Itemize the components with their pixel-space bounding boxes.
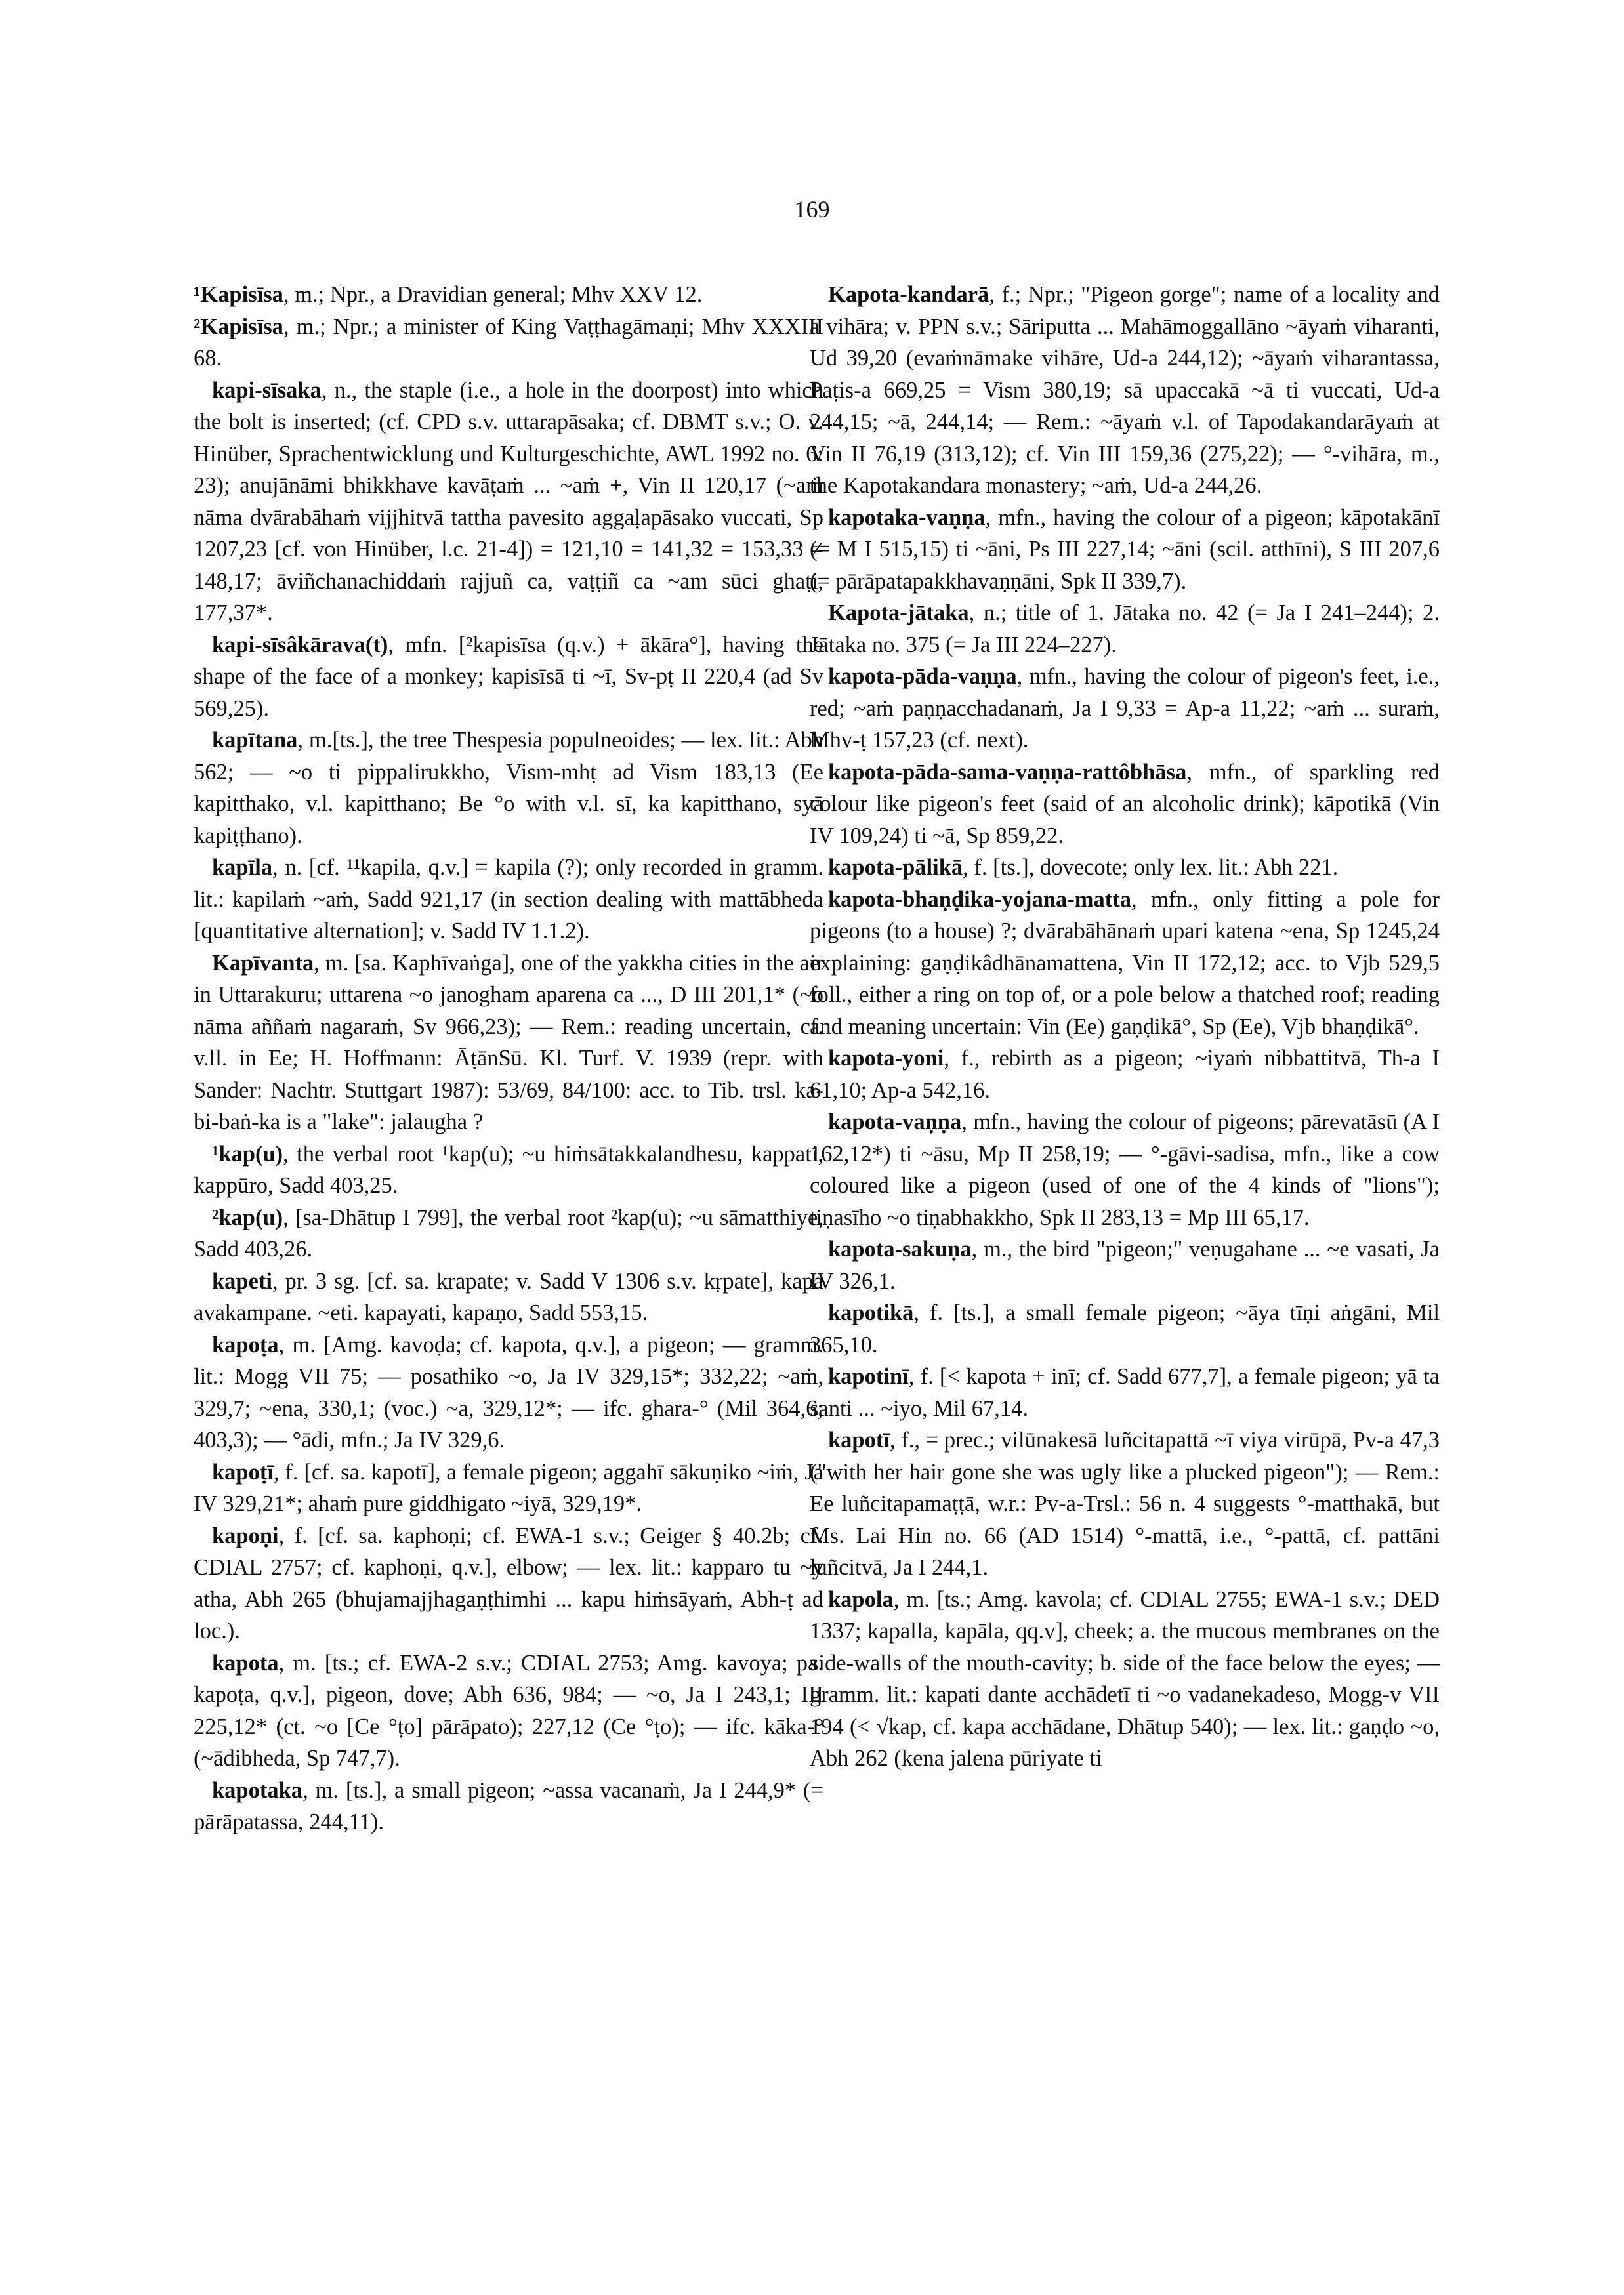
dictionary-entry xyxy=(810,502,1440,598)
dictionary-entry xyxy=(194,852,823,947)
entry-headword: kapota-pālikā xyxy=(828,855,963,880)
left-column xyxy=(194,279,823,1838)
entry-body: , m.; Npr.; a minister of King Vaṭṭhagāmaṇi; Mhv XXXIII 68. xyxy=(194,314,823,371)
entry-headword: kapota-bhaṇḍika-yojana-matta xyxy=(828,886,1131,912)
dictionary-entry xyxy=(194,1202,823,1266)
entry-headword: kapi-sīsâkārava(t) xyxy=(212,632,388,657)
dictionary-entry xyxy=(194,279,823,311)
dictionary-entry xyxy=(810,279,1440,502)
dictionary-entry xyxy=(810,1297,1440,1361)
dictionary-entry xyxy=(810,1106,1440,1233)
entry-headword: kapoṭa xyxy=(212,1332,279,1357)
entry-headword: Kapota-jātaka xyxy=(828,600,969,625)
dictionary-entry xyxy=(810,597,1440,661)
entry-body: , f. [< kapota + inī; cf. Sadd 677,7], a female pigeon; yā ta santi ... ~iyo, Mil 67,14. xyxy=(810,1364,1440,1421)
entry-body: , mfn., having the colour of pigeons; pārevatāsū (A I 162,12*) ti ~āsu, Mp II 258,19; — °-gāvi-sadisa, mfn., like a cow coloured like a pigeon (used of one of the 4 kinds of "lions"); tiṇasīho ~o tiṇabhakkho, Spk II 283,13 = Mp III 65,17. xyxy=(810,1109,1440,1230)
dictionary-entry xyxy=(194,311,823,375)
entry-body: , m.[ts.], the tree Thespesia populneoides; — lex. lit.: Abh 562; — ~o ti pippalirukkho, Vism-mhṭ ad Vism 183,13 (Ee kapitthako, v.l. kapitthano; Be °o with v.l. sī, ka kapitthano, syā kapiṭṭhano). xyxy=(194,728,823,848)
entry-body: , f. [ts.], dovecote; only lex. lit.: Abh 221. xyxy=(963,855,1339,880)
dictionary-entry xyxy=(810,884,1440,1043)
entry-headword: kapota-yoni xyxy=(828,1046,944,1071)
entry-body: , f.; Npr.; "Pigeon gorge"; name of a locality and a vihāra; v. PPN s.v.; Sāriputta ... Mahāmoggallāno ~āyaṁ viharanti, Ud 39,20 (evaṁnāmake vihāre, Ud-a 244,12); ~āyaṁ viharantassa, Paṭis-a 669,25 = Vism 380,19; sā upaccakā ~ā ti vuccati, Ud-a 244,15; ~ā, 244,14; — Rem.: ~āyaṁ v.l. of Tapodakandarāyaṁ at Vin II 76,19 (313,12); cf. Vin III 159,36 (275,22); — °-vihāra, m., the Kapotakandara monastery; ~aṁ, Ud-a 244,26. xyxy=(810,282,1440,498)
entry-headword: kapoṇi xyxy=(212,1523,279,1548)
entry-body: , n.; title of 1. Jātaka no. 42 (= Ja I 241–244); 2. Jātaka no. 375 (= Ja III 224–227). xyxy=(810,600,1440,657)
entry-body: , m. [ts.], a small pigeon; ~assa vacanaṁ, Ja I 244,9* (= pārāpatassa, 244,11). xyxy=(194,1777,823,1834)
entry-body: , m. [ts.; Amg. kavola; cf. CDIAL 2755; EWA-1 s.v.; DED 1337; kapalla, kapāla, qq.v], cheek; a. the mucous membranes on the side-walls of the mouth-cavity; b. side of the face below the eyes; — gramm. lit.: kapati dante acchādetī ti ~o vadanekadeso, Mogg-v VII 194 (< √kap, cf. kapa acchādane, Dhātup 540); — lex. lit.: gaṇḍo ~o, Abh 262 (kena jalena pūriyate ti xyxy=(810,1586,1440,1771)
entry-body: , mfn., of sparkling red colour like pigeon's feet (said of an alcoholic drink); kāpotikā (Vin IV 109,24) ti ~ā, Sp 859,22. xyxy=(810,759,1440,848)
entry-headword: kapoṭī xyxy=(212,1459,274,1485)
entry-body: , mfn., having the colour of pigeon's feet, i.e., red; ~aṁ paṇṇacchadanaṁ, Ja I 9,33 = Ap-a 11,22; ~aṁ ... suraṁ, Mhv-ṭ 157,23 (cf. next). xyxy=(810,664,1440,753)
entry-body: , mfn., only fitting a pole for pigeons (to a house) ?; dvārabāhānaṁ upari katena ~ena, Sp 1245,24 explaining: gaṇḍikâdhānamattena, Vin II 172,12; acc. to Vjb 529,5 foll., either a ring on top of, or a pole below a thatched roof; reading and meaning uncertain: Vin (Ee) gaṇḍikā°, Sp (Ee), Vjb bhaṇḍikā°. xyxy=(810,886,1440,1039)
entry-headword: ²kap(u) xyxy=(212,1205,283,1230)
entry-body: , the verbal root ¹kap(u); ~u hiṁsātakkalandhesu, kappati, kappūro, Sadd 403,25. xyxy=(194,1141,823,1198)
dictionary-entry xyxy=(194,1520,823,1647)
dictionary-entry xyxy=(810,1424,1440,1584)
entry-body: , f. [cf. sa. kapotī], a female pigeon; aggahī sākuṇiko ~iṁ, Ja IV 329,21*; ahaṁ pure giddhigato ~iyā, 329,19*. xyxy=(194,1459,823,1516)
entry-body: , f. [ts.], a small female pigeon; ~āya tīṇi aṅgāni, Mil 365,10. xyxy=(810,1300,1440,1357)
entry-body: , pr. 3 sg. [cf. sa. krapate; v. Sadd V 1306 s.v. kṛpate], kapa avakampane. ~eti. kapayati, kapaṇo, Sadd 553,15. xyxy=(194,1268,823,1325)
entry-body: , [sa-Dhātup I 799], the verbal root ²kap(u); ~u sāmatthiye, Sadd 403,26. xyxy=(194,1205,823,1262)
dictionary-entry xyxy=(194,1647,823,1775)
entry-headword: kapīla xyxy=(212,855,273,880)
dictionary-entry xyxy=(810,661,1440,756)
entry-headword: kapītana xyxy=(212,728,298,753)
entry-headword: kapota-vaṇṇa xyxy=(828,1109,962,1134)
entry-body: , f. [cf. sa. kaphoṇi; cf. EWA-1 s.v.; Geiger § 40.2b; cf. CDIAL 2757; cf. kaphoṇi, q.v.], elbow; — lex. lit.: kapparo tu ~y atha, Abh 265 (bhujamajjhagaṇṭhimhi ... kapu hiṁsāyaṁ, Abh-ṭ ad loc.). xyxy=(194,1523,823,1644)
entry-body: , mfn., having the colour of a pigeon; kāpotakānī (= M I 515,15) ti ~āni, Ps III 227,14; ~āni (scil. atthīni), S III 207,6 (= pārāpatapakkhavaṇṇāni, Spk II 339,7). xyxy=(810,505,1440,594)
entry-headword: ¹kap(u) xyxy=(212,1141,283,1167)
entry-headword: kapota xyxy=(212,1650,279,1676)
entry-headword: kapota-pāda-sama-vaṇṇa-rattôbhāsa xyxy=(828,759,1187,785)
entry-body: , m.; Npr., a Dravidian general; Mhv XXV 12. xyxy=(283,282,703,307)
dictionary-entry xyxy=(194,1266,823,1329)
entry-headword: kapeti xyxy=(212,1268,273,1294)
dictionary-entry xyxy=(810,852,1440,884)
entry-body: , mfn. [²kapisīsa (q.v.) + ākāra°], having the shape of the face of a monkey; kapisīsā ti ~ī, Sv-pṭ II 220,4 (ad Sv 569,25). xyxy=(194,632,823,721)
dictionary-entry xyxy=(194,947,823,1138)
entry-body: , m. [sa. Kaphīvaṅga], one of the yakkha cities in the air in Uttarakuru; uttarena ~o janogham aparena ca ..., D III 201,1* (~o nāma aññaṁ nagaraṁ, Sv 966,23); — Rem.: reading uncertain, cf. v.ll. in Ee; H. Hoffmann: ĀṭānSū. Kl. Turf. V. 1939 (repr. with Sander: Nachtr. Stuttgart 1987): 53/69, 84/100: acc. to Tib. trsl. ka-bi-baṅ-ka is a "lake": jalaugha ? xyxy=(194,950,823,1134)
entry-headword: Kapīvanta xyxy=(212,950,314,976)
entry-headword: kapota-sakuṇa xyxy=(828,1237,972,1262)
entry-headword: kapotikā xyxy=(828,1300,914,1325)
entry-body: , n. [cf. ¹¹kapila, q.v.] = kapila (?); only recorded in gramm. lit.: kapilaṁ ~aṁ, Sadd 921,17 (in section dealing with mattābheda [quantitative alternation]; v. Sadd IV 1.1.2). xyxy=(194,855,823,943)
dictionary-entry xyxy=(194,724,823,852)
dictionary-entry xyxy=(810,1233,1440,1297)
dictionary-entry xyxy=(194,1775,823,1838)
dictionary-entry xyxy=(194,375,823,629)
dictionary-entry xyxy=(810,1361,1440,1424)
dictionary-entry xyxy=(810,1043,1440,1106)
dictionary-entry xyxy=(194,1138,823,1202)
entry-headword: kapola xyxy=(828,1586,894,1612)
entry-headword: kapotaka-vaṇṇa xyxy=(828,505,986,530)
entry-headword: kapotinī xyxy=(828,1364,909,1389)
entry-body: , f., = prec.; vilūnakesā luñcitapattā ~ī viya virūpā, Pv-a 47,3 ("with her hair gone she was ugly like a plucked pigeon"); — Rem.: Ee luñcitapamaṭṭā, w.r.: Pv-a-Trsl.: 56 n. 4 suggests °-matthakā, but Ms. Lai Hin no. 66 (AD 1514) °-mattā, i.e., °-pattā, cf. pattāni luñcitvā, Ja I 244,1. xyxy=(810,1428,1440,1580)
entry-headword: kapota-pāda-vaṇṇa xyxy=(828,664,1017,689)
entry-headword: ²Kapisīsa xyxy=(194,314,283,339)
dictionary-entry xyxy=(194,1329,823,1457)
entry-headword: Kapota-kandarā xyxy=(828,282,989,307)
entry-body: , f., rebirth as a pigeon; ~iyaṁ nibbattitvā, Th-a I 61,10; Ap-a 542,16. xyxy=(810,1046,1440,1103)
dictionary-entry xyxy=(810,1584,1440,1775)
entry-body: , n., the staple (i.e., a hole in the doorpost) into which the bolt is inserted; (cf. CPD s.v. uttarapāsaka; cf. DBMT s.v.; O. v. Hinüber, Sprachentwicklung und Kulturgeschichte, AWL 1992 no. 6: 23); anujānāmi bhikkhave kavāṭaṁ ... ~aṁ +, Vin II 120,17 (~aṁ nāma dvārabāhaṁ vijjhitvā tattha pavesito aggaḷapāsako vuccati, Sp 1207,23 [cf. von Hinüber, l.c. 21-4]) = 121,10 = 141,32 = 153,33 ≠ 148,17; āviñchanachiddaṁ rajjuñ ca, vaṭṭiñ ca ~am sūci ghaṭi, 177,37*. xyxy=(194,377,823,625)
entry-headword: ¹Kapisīsa xyxy=(194,282,283,307)
right-column xyxy=(810,279,1440,1775)
dictionary-entry xyxy=(810,756,1440,852)
entry-headword: kapi-sīsaka xyxy=(212,377,322,403)
dictionary-entry xyxy=(194,1457,823,1520)
dictionary-entry xyxy=(194,629,823,725)
entry-body: , m. [ts.; cf. EWA-2 s.v.; CDIAL 2753; Amg. kavoya; pa. kapoṭa, q.v.], pigeon, dove; Abh 636, 984; — ~o, Ja I 243,1; III 225,12* (ct. ~o [Ce °ṭo] pārāpato); 227,12 (Ce °ṭo); — ifc. kāka-° (~ādibheda, Sp 747,7). xyxy=(194,1650,823,1771)
entry-body: , m. [Amg. kavoḍa; cf. kapota, q.v.], a pigeon; — gramm. lit.: Mogg VII 75; — posathiko ~o, Ja IV 329,15*; 332,22; ~aṁ, 329,7; ~ena, 330,1; (voc.) ~a, 329,12*; — ifc. ghara-° (Mil 364,6; 403,3); — °ādi, mfn.; Ja IV 329,6. xyxy=(194,1332,823,1453)
page-number: 169 xyxy=(794,196,830,222)
entry-headword: kapotī xyxy=(828,1428,890,1453)
entry-headword: kapotaka xyxy=(212,1777,303,1803)
entry-body: , m., the bird "pigeon;" veṇugahane ... ~e vasati, Ja IV 326,1. xyxy=(810,1237,1440,1294)
